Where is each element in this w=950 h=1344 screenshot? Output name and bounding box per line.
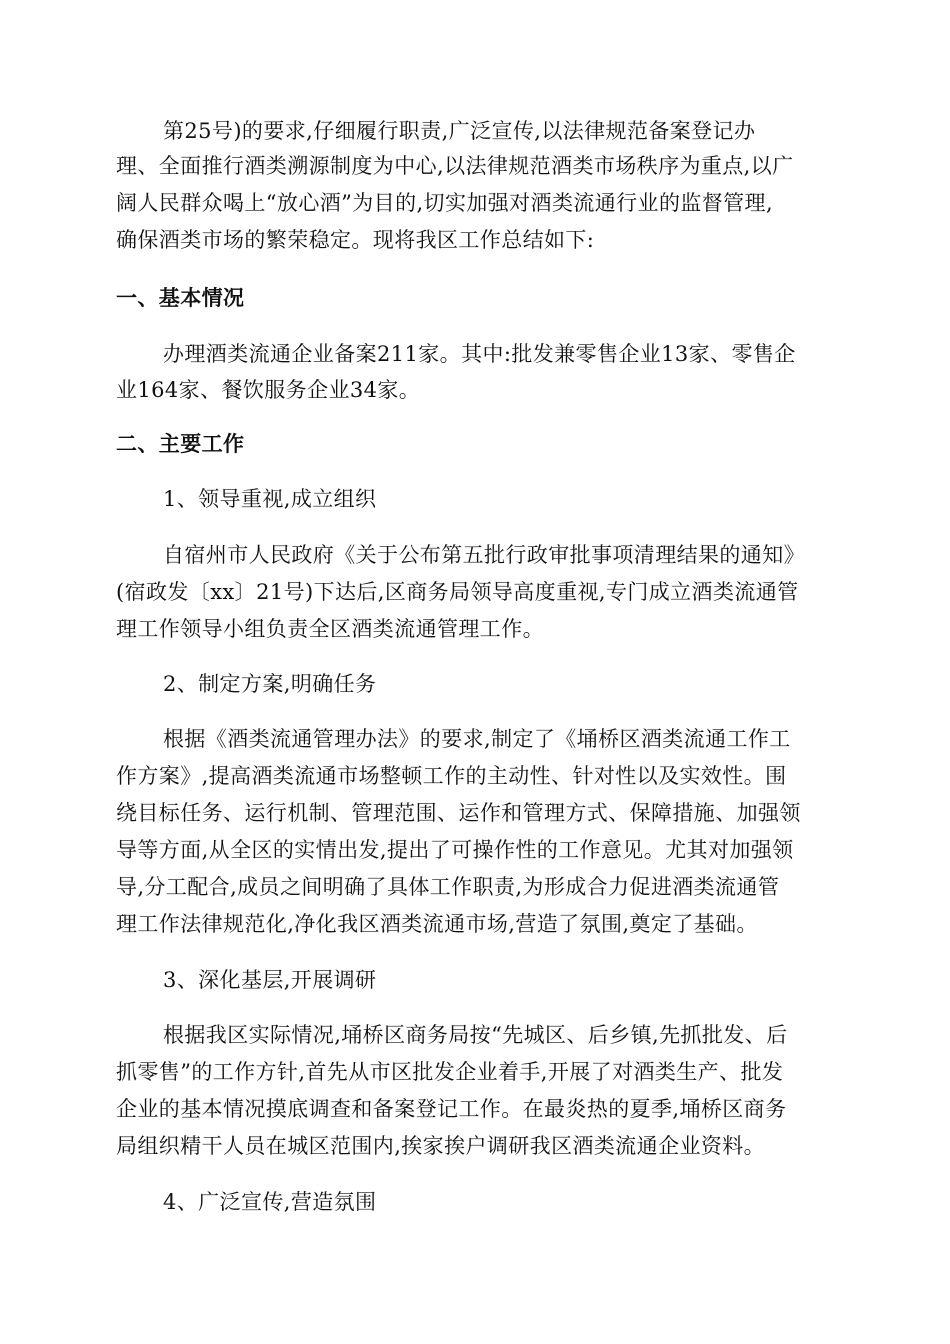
- p3-line-3: 企业的基本情况摸底调查和备案登记工作。在最炎热的夏季,埇桥区商务: [116, 1097, 787, 1121]
- p2-line-4: 导等方面,从全区的实情出发,提出了可操作性的工作意见。尤其对加强领: [116, 838, 794, 862]
- section-heading-main-work: 二、主要工作: [116, 432, 245, 456]
- subheading-3: 3、深化基层,开展调研: [163, 968, 377, 992]
- intro-line-4: 确保酒类市场的繁荣稳定。现将我区工作总结如下:: [116, 228, 595, 252]
- p2-line-5: 导,分工配合,成员之间明确了具体工作职责,为形成合力促进酒类流通管: [116, 875, 780, 899]
- subheading-2: 2、制定方案,明确任务: [163, 672, 377, 696]
- p1-line-3: 理工作领导小组负责全区酒类流通管理工作。: [116, 617, 544, 641]
- p3-line-4: 局组织精干人员在城区范围内,挨家挨户调研我区酒类流通企业资料。: [116, 1134, 766, 1158]
- p1-line-1: 自宿州市人民政府《关于公布第五批行政审批事项清理结果的通知》: [163, 543, 805, 567]
- basic-info-line-2: 业164家、餐饮服务企业34家。: [116, 378, 421, 402]
- intro-line-3: 阔人民群众喝上“放心酒”为目的,切实加强对酒类流通行业的监督管理,: [116, 191, 774, 215]
- basic-info-line-1: 办理酒类流通企业备案211家。其中:批发兼零售企业13家、零售企: [163, 342, 796, 366]
- intro-line-1: 第25号)的要求,仔细履行职责,广泛宣传,以法律规范备案登记办: [163, 119, 756, 143]
- p1-line-2: (宿政发〔xx〕21号)下达后,区商务局领导高度重视,专门成立酒类流通管: [116, 580, 799, 604]
- subheading-4: 4、广泛宣传,营造氛围: [163, 1190, 377, 1214]
- intro-line-2: 理、全面推行酒类溯源制度为中心,以法律规范酒类市场秩序为重点,以广: [116, 154, 794, 178]
- p2-line-1: 根据《酒类流通管理办法》的要求,制定了《埇桥区酒类流通工作工: [163, 727, 791, 751]
- p3-line-1: 根据我区实际情况,埇桥区商务局按“先城区、后乡镇,先抓批发、后: [163, 1023, 788, 1047]
- section-heading-basic-info: 一、基本情况: [116, 286, 245, 310]
- subheading-1: 1、领导重视,成立组织: [163, 487, 377, 511]
- p2-line-3: 绕目标任务、运行机制、管理范围、运作和管理方式、保障措施、加强领: [116, 801, 801, 825]
- p2-line-6: 理工作法律规范化,净化我区酒类流通市场,营造了氛围,奠定了基础。: [116, 912, 758, 936]
- p3-line-2: 抓零售”的工作方针,首先从市区批发企业着手,开展了对酒类生产、批发: [116, 1060, 784, 1084]
- p2-line-2: 作方案》,提高酒类流通市场整顿工作的主动性、针对性以及实效性。围: [116, 764, 787, 788]
